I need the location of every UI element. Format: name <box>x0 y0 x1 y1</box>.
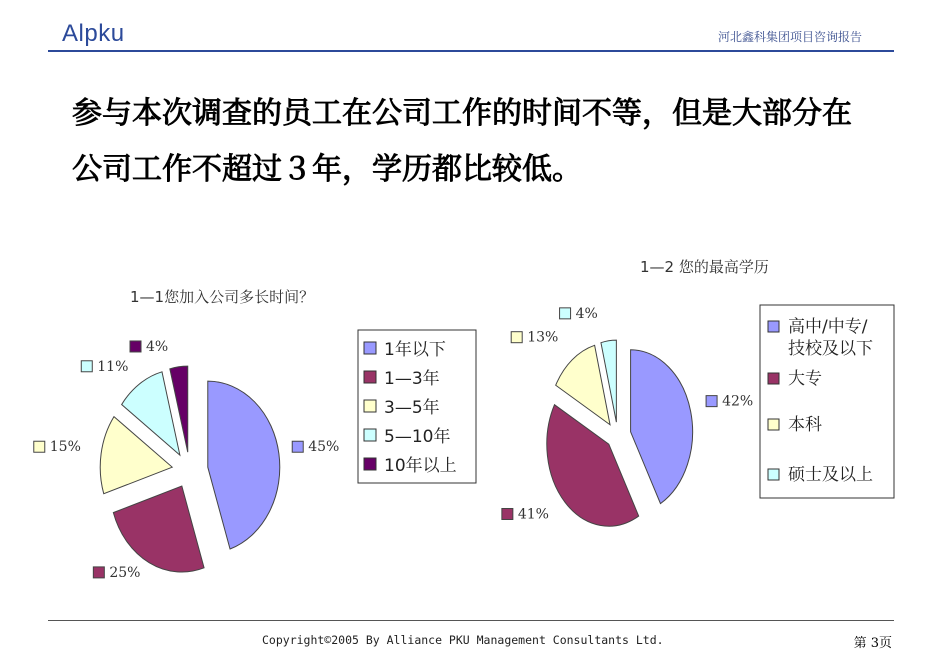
legend-label: 硕士及以上 <box>788 465 873 485</box>
chart-title: 1—2 您的最高学历 <box>640 258 769 276</box>
chart-legend <box>358 330 476 483</box>
legend-swatch <box>768 469 779 480</box>
pie-chart-1 <box>34 288 476 581</box>
slide-headline: 参与本次调查的员工在公司工作的时间不等，但是大部分在公司工作不超过３年，学历都比较低。 <box>72 96 852 187</box>
slice-label-swatch <box>706 396 717 407</box>
slice-label-swatch <box>560 308 571 319</box>
slice-value-label <box>502 506 549 522</box>
slice-value-label <box>560 306 598 322</box>
legend-swatch <box>768 373 779 384</box>
legend-swatch <box>768 419 779 430</box>
slice-value-label <box>130 339 168 355</box>
slice-value-label <box>706 394 753 410</box>
slice-label-swatch <box>511 332 522 343</box>
slice-value-label <box>93 565 140 581</box>
chart-title: 1—1您加入公司多长时间？ <box>130 288 315 306</box>
legend-label: 10年以上 <box>384 456 457 476</box>
slice-percent: 11% <box>97 358 129 375</box>
legend-label: 3—5年 <box>384 398 440 418</box>
slice-percent: 42% <box>722 393 754 410</box>
pie-slice <box>208 381 280 549</box>
page-number: 第 3页 <box>853 636 892 651</box>
legend-label: 高中/中专/技校及以下 <box>788 317 873 359</box>
slice-value-label <box>81 359 128 375</box>
legend-label: 5—10年 <box>384 427 451 447</box>
slice-label-swatch <box>502 508 513 519</box>
pie-slice <box>547 405 639 527</box>
footer-divider <box>48 620 894 621</box>
legend-label: 1年以下 <box>384 340 446 360</box>
slice-percent: 13% <box>527 329 559 346</box>
slice-percent: 15% <box>49 439 81 456</box>
report-title: 河北鑫科集团项目咨询报告 <box>717 30 862 44</box>
slice-percent: 4% <box>575 305 598 322</box>
legend-swatch <box>364 429 376 441</box>
legend-label: 1—3年 <box>384 369 440 389</box>
legend-swatch <box>364 400 376 412</box>
legend-label: 本科 <box>788 415 822 435</box>
chart-legend <box>760 305 894 498</box>
pie-slice <box>631 350 693 504</box>
slice-percent: 41% <box>517 506 549 523</box>
slice-label-swatch <box>292 441 303 452</box>
legend-swatch <box>768 321 779 332</box>
slice-value-label <box>292 439 339 455</box>
slice-percent: 25% <box>109 564 141 581</box>
company-logo: Alpku <box>62 20 125 47</box>
slice-percent: 4% <box>146 338 169 355</box>
slice-percent: 45% <box>308 439 340 456</box>
pie-chart-2 <box>502 258 894 526</box>
legend-swatch <box>364 371 376 383</box>
slice-value-label <box>34 439 81 455</box>
slice-value-label <box>511 330 558 346</box>
slice-label-swatch <box>130 341 141 352</box>
slice-label-swatch <box>93 567 104 578</box>
pie-slice <box>113 486 204 572</box>
footer-copyright: Copyright©2005 By Alliance PKU Management Consultants Ltd. <box>262 633 664 647</box>
legend-swatch <box>364 458 376 470</box>
slice-label-swatch <box>34 441 45 452</box>
slice-label-swatch <box>81 361 92 372</box>
legend-swatch <box>364 342 376 354</box>
legend-label: 大专 <box>788 369 822 389</box>
